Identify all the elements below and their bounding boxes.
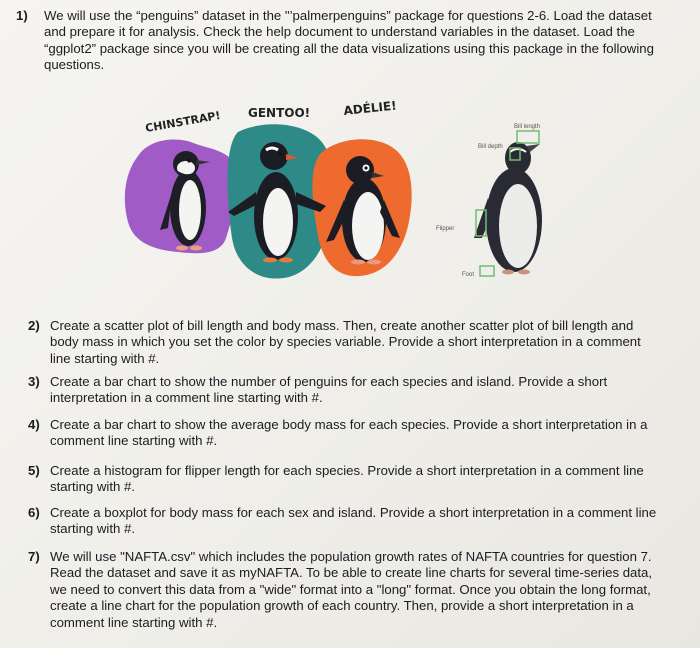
question-2: [28, 318, 664, 367]
label-flipper: Flipper: [436, 226, 455, 232]
question-number: 7): [28, 549, 40, 564]
question-6: [28, 505, 664, 538]
question-7: [28, 549, 664, 631]
label-bill-depth: Bill depth: [478, 144, 503, 150]
question-text: We will use the “penguins” dataset in the "’palmerpenguins” package for questions 2-6. Load the dataset and prepare it for analysis. Check the help document to understand variables in the dataset. Load the “ggplot2” package since you will be creating all the data visualizations using this package in the following questions.: [44, 8, 654, 73]
question-number: 6): [28, 505, 40, 520]
anatomy-diagram: [436, 124, 542, 278]
label-gentoo: GENTOO!: [248, 106, 311, 120]
question-4: [28, 417, 664, 450]
question-text: Create a histogram for flipper length for each species. Provide a short interpretation in a comment line starting with #.: [50, 463, 644, 495]
question-text: Create a scatter plot of bill length and body mass. Then, create another scatter plot of bill length and body mass in which you set the color by species variable. Provide a short interpretation in a comment line starting with #.: [50, 318, 641, 366]
question-text: We will use "NAFTA.csv" which includes the population growth rates of NAFTA countries for question 7. Read the dataset and save it as myNAFTA. To be able to create line charts for several time-series data, we need to convert this data from a "wide" format into a "long" format. Once you obtain the long format, create a line chart for the population growth of each country. Then, provide a short interpretation in a comment line starting with #.: [50, 549, 653, 630]
question-number: 3): [28, 374, 40, 389]
label-adelie: ADÉLIE!: [342, 98, 398, 118]
label-chinstrap: CHINSTRAP!: [144, 108, 222, 135]
question-number: 2): [28, 318, 40, 333]
question-number: 1): [16, 8, 28, 23]
question-number: 4): [28, 417, 40, 432]
question-3: [28, 374, 664, 407]
question-text: Create a bar chart to show the average body mass for each species. Provide a short interpretation in a comment line starting with #.: [50, 417, 648, 449]
label-bill-length: Bill length: [514, 124, 541, 130]
penguins-artwork: [0, 88, 700, 303]
question-5: [28, 463, 664, 496]
label-foot: Foot: [462, 272, 475, 278]
question-text: Create a boxplot for body mass for each sex and island. Provide a short interpretation in a comment line starting with #.: [50, 505, 657, 537]
question-1: [16, 8, 676, 74]
question-number: 5): [28, 463, 40, 478]
question-text: Create a bar chart to show the number of penguins for each species and island. Provide a short interpretation in a comment line starting with #.: [50, 374, 608, 406]
penguins-illustration: [0, 88, 700, 303]
